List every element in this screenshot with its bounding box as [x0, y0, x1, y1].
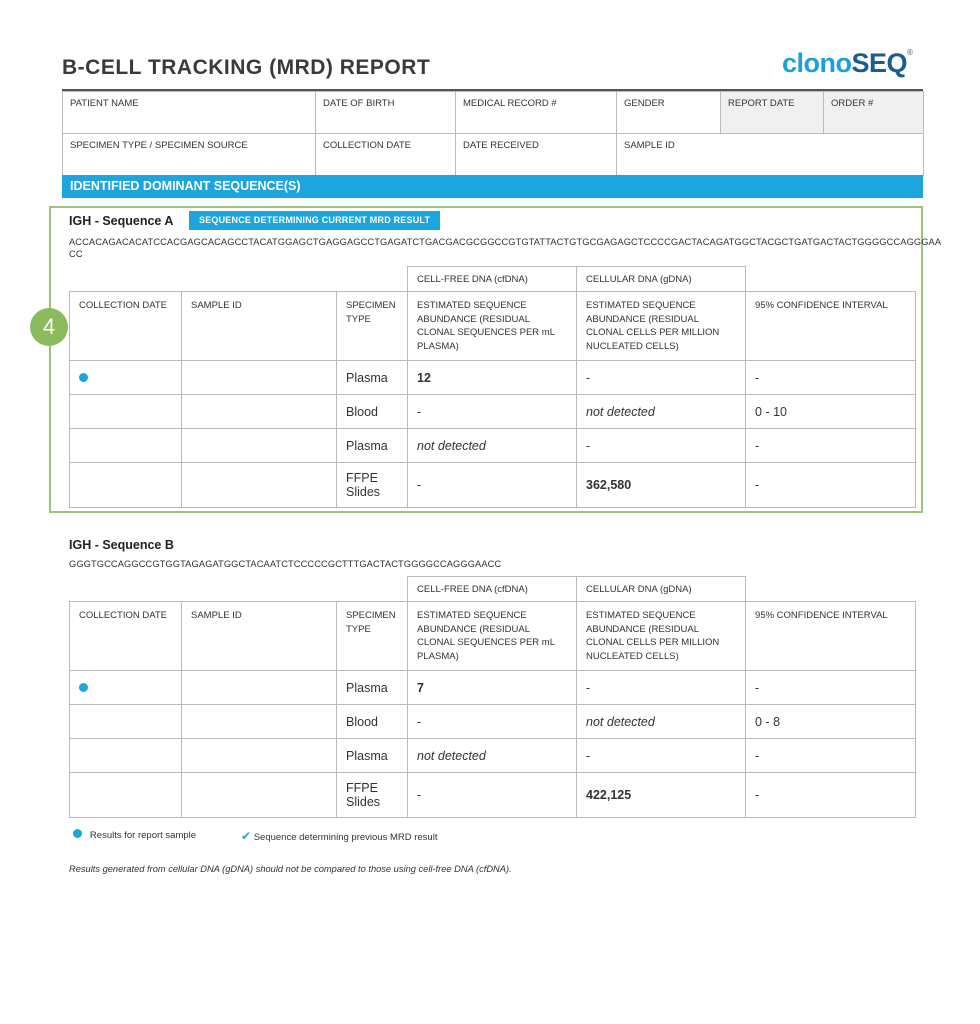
col-collection-date: COLLECTION DATE [70, 292, 182, 361]
sequence-a-table [69, 266, 916, 508]
table-row: Plasma not detected - - [70, 429, 916, 463]
header-specimen-type: SPECIMEN TYPE / SPECIMEN SOURCE [63, 134, 316, 176]
gdna-group-header: CELLULAR DNA (gDNA) [577, 577, 746, 602]
header-collection-date: COLLECTION DATE [316, 134, 456, 176]
current-mrd-tag: SEQUENCE DETERMINING CURRENT MRD RESULT [189, 211, 440, 230]
sequence-a-name: IGH - Sequence A [69, 214, 174, 228]
gdna-group-header: CELLULAR DNA (gDNA) [577, 267, 746, 292]
col-est-cfdna: ESTIMATED SEQUENCE ABUNDANCE (RESIDUAL CLONAL SEQUENCES PER mL PLASMA) [408, 292, 577, 361]
table-row: Plasma 7 - - [70, 671, 916, 705]
checkmark-icon: ✔ [241, 829, 252, 843]
callout-badge: 4 [30, 308, 68, 346]
col-sample-id: SAMPLE ID [182, 292, 337, 361]
report-title: B-CELL TRACKING (MRD) REPORT [62, 56, 431, 79]
table-row: Blood - not detected 0 - 8 [70, 705, 916, 739]
header-order-number: ORDER # [824, 92, 924, 134]
col-est-gdna: ESTIMATED SEQUENCE ABUNDANCE (RESIDUAL CLONAL CELLS PER MILLION NUCLEATED CELLS) [577, 292, 746, 361]
header-gender: GENDER [617, 92, 721, 134]
legend-report-sample: Results for report sample [73, 829, 196, 841]
col-specimen-type: SPECIMEN TYPE [337, 602, 408, 671]
sequence-a-text: ACCACAGACACATCCACGAGCACAGCCTACATGGAGCTGAGGAGCCTGAGATCTGACGACGCGGCCGTGTATTACTGTGCGAGAGCTCCCCGACTACAGATGGCTACGCTGATGACTACTGGGGCCAGGGAA CC [69, 237, 942, 259]
table-row: Plasma not detected - - [70, 739, 916, 773]
sequence-b-name: IGH - Sequence B [69, 538, 174, 552]
col-confidence-interval: 95% CONFIDENCE INTERVAL [746, 602, 916, 671]
col-confidence-interval: 95% CONFIDENCE INTERVAL [746, 292, 916, 361]
table-row: FFPE Slides - 362,580 - [70, 463, 916, 508]
header-sample-id: SAMPLE ID [617, 134, 924, 176]
col-est-cfdna: ESTIMATED SEQUENCE ABUNDANCE (RESIDUAL CLONAL SEQUENCES PER mL PLASMA) [408, 602, 577, 671]
col-specimen-type: SPECIMEN TYPE [337, 292, 408, 361]
clonoseq-logo: clonoSEQ® [782, 48, 913, 78]
patient-header-table [62, 91, 924, 176]
col-sample-id: SAMPLE ID [182, 602, 337, 671]
header-date-received: DATE RECEIVED [456, 134, 617, 176]
report-sample-dot-icon [79, 683, 88, 692]
sequence-b-text: GGGTGCCAGGCCGTGGTAGAGATGGCTACAATCTCCCCCGCTTTGACTACTGGGGCCAGGGAACC [69, 559, 502, 569]
col-est-gdna: ESTIMATED SEQUENCE ABUNDANCE (RESIDUAL CLONAL CELLS PER MILLION NUCLEATED CELLS) [577, 602, 746, 671]
header-date-of-birth: DATE OF BIRTH [316, 92, 456, 134]
cfdna-group-header: CELL-FREE DNA (cfDNA) [408, 267, 577, 292]
table-row: Plasma 12 - - [70, 361, 916, 395]
footnote: Results generated from cellular DNA (gDNA) should not be compared to those using cell-free DNA (cfDNA). [69, 864, 512, 874]
col-collection-date: COLLECTION DATE [70, 602, 182, 671]
table-row: FFPE Slides - 422,125 - [70, 773, 916, 818]
section-title-bar: IDENTIFIED DOMINANT SEQUENCE(S) [62, 175, 923, 198]
cfdna-group-header: CELL-FREE DNA (cfDNA) [408, 577, 577, 602]
table-row: Blood - not detected 0 - 10 [70, 395, 916, 429]
header-medical-record: MEDICAL RECORD # [456, 92, 617, 134]
header-patient-name: PATIENT NAME [63, 92, 316, 134]
sequence-b-table [69, 576, 916, 818]
legend-previous-mrd: ✔ Sequence determining previous MRD result [241, 829, 438, 843]
header-report-date: REPORT DATE [721, 92, 824, 134]
report-sample-dot-icon [73, 829, 82, 838]
report-sample-dot-icon [79, 373, 88, 382]
